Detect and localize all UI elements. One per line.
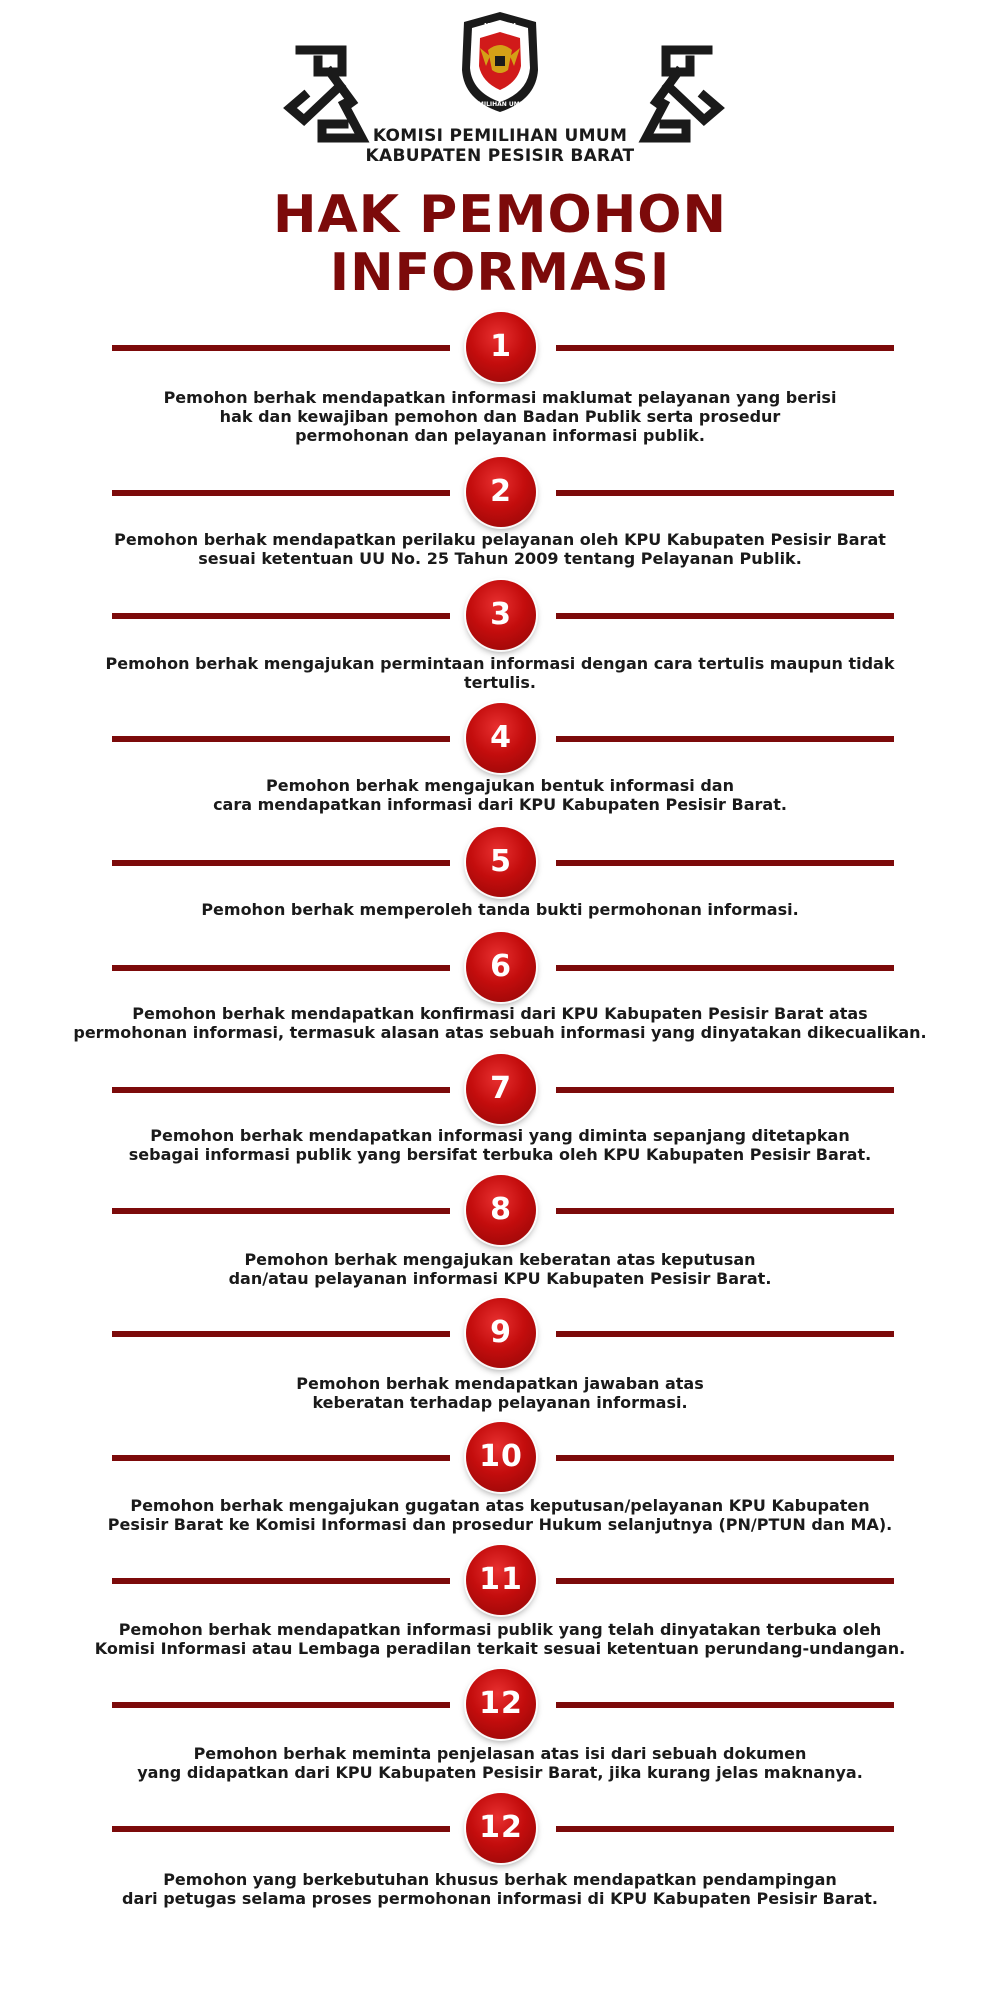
item-description-line: keberatan terhadap pelayanan informasi.	[312, 1393, 688, 1412]
item-description-line: hak dan kewajiban pemohon dan Badan Publik serta prosedur	[219, 407, 781, 426]
divider-line-left	[112, 736, 450, 742]
divider-line-right	[556, 1455, 894, 1461]
item-description	[40, 1870, 960, 1908]
item-description-line: cara mendapatkan informasi dari KPU Kabupaten Pesisir Barat.	[213, 795, 787, 814]
divider-line-left	[112, 1455, 450, 1461]
number-badge: 10	[466, 1422, 536, 1492]
divider-line-right	[556, 345, 894, 351]
divider-line-right	[556, 1331, 894, 1337]
item-description	[40, 1496, 960, 1534]
item-description	[40, 1744, 960, 1782]
divider-line-left	[112, 613, 450, 619]
item-description	[40, 776, 960, 814]
item-description	[40, 900, 960, 919]
divider-line-right	[556, 736, 894, 742]
item-description	[40, 1126, 960, 1164]
divider-line-right	[556, 1702, 894, 1708]
item-description-line: Pemohon berhak mendapatkan informasi maklumat pelayanan yang berisi	[163, 388, 837, 407]
divider-line-left	[112, 1208, 450, 1214]
item-description-line: Pemohon berhak mengajukan permintaan informasi dengan cara tertulis maupun tidak	[105, 654, 895, 673]
page-title-line-1: HAK PEMOHON	[273, 185, 727, 245]
number-badge: 12	[466, 1669, 536, 1739]
number-badge: 5	[466, 827, 536, 897]
number-badge: 11	[466, 1545, 536, 1615]
divider-line-right	[556, 965, 894, 971]
item-description-line: Pemohon berhak memperoleh tanda bukti permohonan informasi.	[201, 900, 799, 919]
item-description	[40, 1250, 960, 1288]
divider-line-left	[112, 965, 450, 971]
emblem-text-top: KOMISI	[483, 22, 517, 31]
number-badge: 2	[466, 457, 536, 527]
divider-line-left	[112, 1578, 450, 1584]
item-description-line: Pemohon berhak mendapatkan konfirmasi dari KPU Kabupaten Pesisir Barat atas	[132, 1004, 868, 1023]
item-description-line: sebagai informasi publik yang bersifat terbuka oleh KPU Kabupaten Pesisir Barat.	[128, 1145, 872, 1164]
divider-line-right	[556, 613, 894, 619]
item-description-line: yang didapatkan dari KPU Kabupaten Pesisir Barat, jika kurang jelas maknanya.	[137, 1763, 863, 1782]
page-title	[0, 186, 1000, 302]
number-badge: 3	[466, 580, 536, 650]
item-description-line: Komisi Informasi atau Lembaga peradilan terkait sesuai ketentuan perundang-undangan.	[94, 1639, 906, 1658]
number-badge: 1	[466, 312, 536, 382]
item-description-line: permohonan informasi, termasuk alasan atas sebuah informasi yang dinyatakan dikecualikan.	[73, 1023, 927, 1042]
number-badge: 12	[466, 1793, 536, 1863]
divider-line-left	[112, 1087, 450, 1093]
item-description	[40, 1620, 960, 1658]
item-description	[40, 1374, 960, 1412]
divider-line-left	[112, 860, 450, 866]
divider-line-left	[112, 490, 450, 496]
item-description-line: Pemohon berhak meminta penjelasan atas isi dari sebuah dokumen	[193, 1744, 807, 1763]
item-description-line: Pemohon yang berkebutuhan khusus berhak mendapatkan pendampingan	[163, 1870, 837, 1889]
organization-name-line-1: KOMISI PEMILIHAN UMUM	[372, 126, 628, 146]
item-description-line: permohonan dan pelayanan informasi publik.	[295, 426, 705, 445]
divider-line-right	[556, 1087, 894, 1093]
emblem-text-bottom: PEMILIHAN UMUM	[469, 101, 531, 108]
number-badge: 6	[466, 932, 536, 1002]
item-description-line: Pemohon berhak mendapatkan jawaban atas	[296, 1374, 704, 1393]
number-badge: 7	[466, 1054, 536, 1124]
item-description-line: sesuai ketentuan UU No. 25 Tahun 2009 tentang Pelayanan Publik.	[198, 549, 802, 568]
item-description-line: Pemohon berhak mendapatkan informasi yang diminta sepanjang ditetapkan	[150, 1126, 850, 1145]
item-description-line: Pemohon berhak mendapatkan informasi publik yang telah dinyatakan terbuka oleh	[118, 1620, 882, 1639]
item-description-line: Pesisir Barat ke Komisi Informasi dan prosedur Hukum selanjutnya (PN/PTUN dan MA).	[107, 1515, 893, 1534]
organization-name	[0, 126, 1000, 166]
number-badge: 4	[466, 703, 536, 773]
divider-line-right	[556, 1208, 894, 1214]
divider-line-right	[556, 1826, 894, 1832]
item-description-line: Pemohon berhak mendapatkan perilaku pelayanan oleh KPU Kabupaten Pesisir Barat	[114, 530, 886, 549]
item-description	[40, 388, 960, 445]
header	[0, 0, 1000, 180]
number-badge: 9	[466, 1298, 536, 1368]
organization-name-line-2: KABUPATEN PESISIR BARAT	[365, 146, 635, 166]
item-description-line: Pemohon berhak mengajukan gugatan atas keputusan/pelayanan KPU Kabupaten	[130, 1496, 870, 1515]
number-badge: 8	[466, 1175, 536, 1245]
divider-line-right	[556, 860, 894, 866]
page-title-line-2: INFORMASI	[329, 243, 671, 303]
divider-line-right	[556, 490, 894, 496]
divider-line-right	[556, 1578, 894, 1584]
item-description	[40, 530, 960, 568]
divider-line-left	[112, 1331, 450, 1337]
item-description-line: dan/atau pelayanan informasi KPU Kabupaten Pesisir Barat.	[228, 1269, 772, 1288]
item-description-line: Pemohon berhak mengajukan bentuk informasi dan	[266, 776, 734, 795]
item-description	[40, 654, 960, 692]
item-description	[40, 1004, 960, 1042]
divider-line-left	[112, 1826, 450, 1832]
item-description-line: Pemohon berhak mengajukan keberatan atas keputusan	[244, 1250, 756, 1269]
item-description-line: dari petugas selama proses permohonan informasi di KPU Kabupaten Pesisir Barat.	[122, 1889, 878, 1908]
divider-line-left	[112, 345, 450, 351]
kpu-emblem-icon	[458, 10, 542, 114]
item-description-line: tertulis.	[464, 673, 536, 692]
divider-line-left	[112, 1702, 450, 1708]
